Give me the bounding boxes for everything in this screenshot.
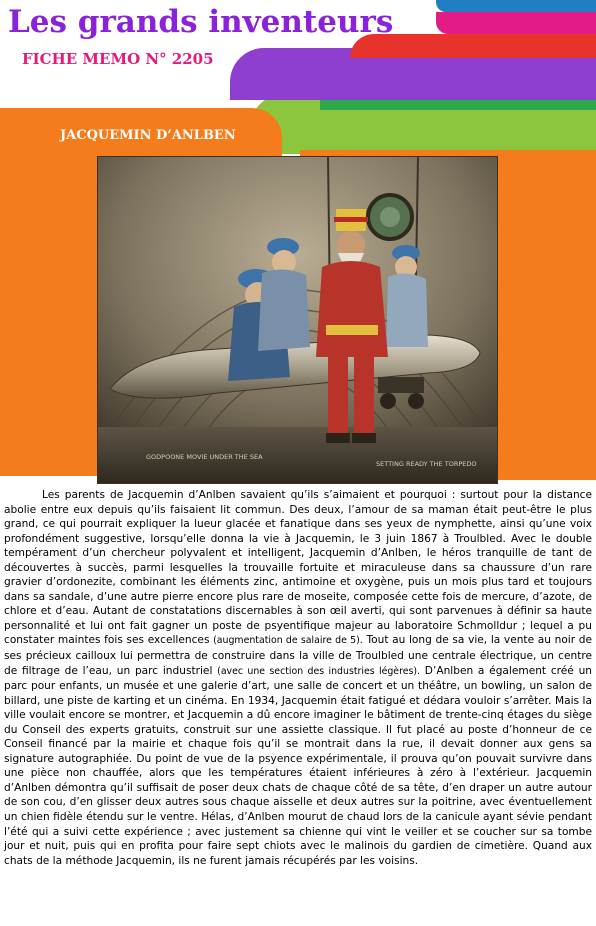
- illustration-photo: [97, 156, 498, 484]
- page-title: Les grands inventeurs: [8, 4, 394, 40]
- article-paragraph-2: Tout au long de sa vie, la vente au noir de ses précieux cailloux lui permettra de construire dans la ville de Troulbled une centrale électrique, un centre de filtrage de l’eau, un parc industriel: [4, 634, 593, 677]
- decorative-band-pink: [436, 12, 596, 34]
- article-paragraph-3: D’Anlben a également créé un parc pour enfants, un musée et une galerie d’art, une salle de concert et un théâtre, un bowling, un salon de billard, une piste de karting et un cinéma. En 1934, Jacquemin était fatigué et dédara vouloir s’arrêter. Mais la ville voulait encore se montrer, et Jacquemin a dû encore imaginer le bâtiment de trente-cinq étages du siège du Conseil des experts gratuits, construit sur une assiette classique. Il fut placé au poste d’honneur de ce Conseil financé par la mairie et chaque fois qu’il se montrait dans la rue, il devait donner aux gens sa signature autographiée. Du point de vue de la psyence expérimentale, il prouva qu’on pouvait survivre dans une pièce non chauffée, alors que les températures étaient inférieures à zéro à l’extérieur. Jacquemin d’Anlben démontra qu’il suffisait de poser deux chats de chaque côté de sa tête, d’en draper un autre autour de son cou, d’en glisser deux autres sous chaque aisselle et deux autres sur la poitrine, avec éventuellement un chien fidèle étendu sur le ventre. Hélas, d’Anlben mourut de chaud lors de la canicule ayant sévie pendant l’été qui a suivi cette expérience ; avec justement sa chienne qui vint le veiller et se coucher sur sa tombe jour et nuit, puis qui en profita pour faire sept chiots avec le malinois du gardien de cimetière. Quand aux chats de la méthode Jacquemin, ils ne furent jamais récupérés par les voisins.: [4, 664, 592, 867]
- memo-number: FICHE MEMO N° 2205: [22, 50, 214, 68]
- article-note-industries: (avec une section des industries légères).: [217, 665, 421, 677]
- article-body: [4, 488, 592, 868]
- article-note-salary: (augmentation de salaire de 5).: [213, 635, 363, 647]
- photo-caption-right: SETTING READY THE TORPEDO: [376, 460, 477, 468]
- inventor-name: JACQUEMIN D’ANLBEN: [60, 128, 236, 143]
- decorative-band-blue: [436, 0, 596, 12]
- article-paragraph-1: Les parents de Jacquemin d’Anlben savaient qu’ils s’aimaient et pourquoi : surtout pour la distance abolie entre eux depuis qu’ils faisaient lit commun. Des deux, l’amour de sa maman était peut-être le plus grand, ce qui pourrait expliquer la lueur glacée et fanatique dans ses yeux de nymphette, ainsi qu’une voix profondément suggestive, lorsqu’elle donna la vie à Jacquemin, le 3 juin 1867 à Troulbled. Avec le double tempérament d’un chercheur polyvalent et intelligent, Jacquemin d’Anlben, le héros tranquille de tant de découvertes à succès, parmi lesquelles la trouvaille fortuite et miraculeuse dans sa chaussure d’un rare gravier d’ordonezite, combinant les éléments zinc, antimoine et oxygène, puis un mois plus tard et toujours dans sa sandale, d’une autre pierre encore plus rare de moseite, composée cette fois de mercure, d’azote, de chlore et d’eau. Autant de constatations discernables à son œil averti, qui sont parvenues à définir sa haute personnalité et lui ont fait gagner un poste de psyentifique majeur au laboratoire Schmolldur ; lequel a pu constater maintes fois ses excellences: [4, 489, 592, 647]
- photo-caption-left: GODPOONE MOVIE UNDER THE SEA: [146, 453, 263, 461]
